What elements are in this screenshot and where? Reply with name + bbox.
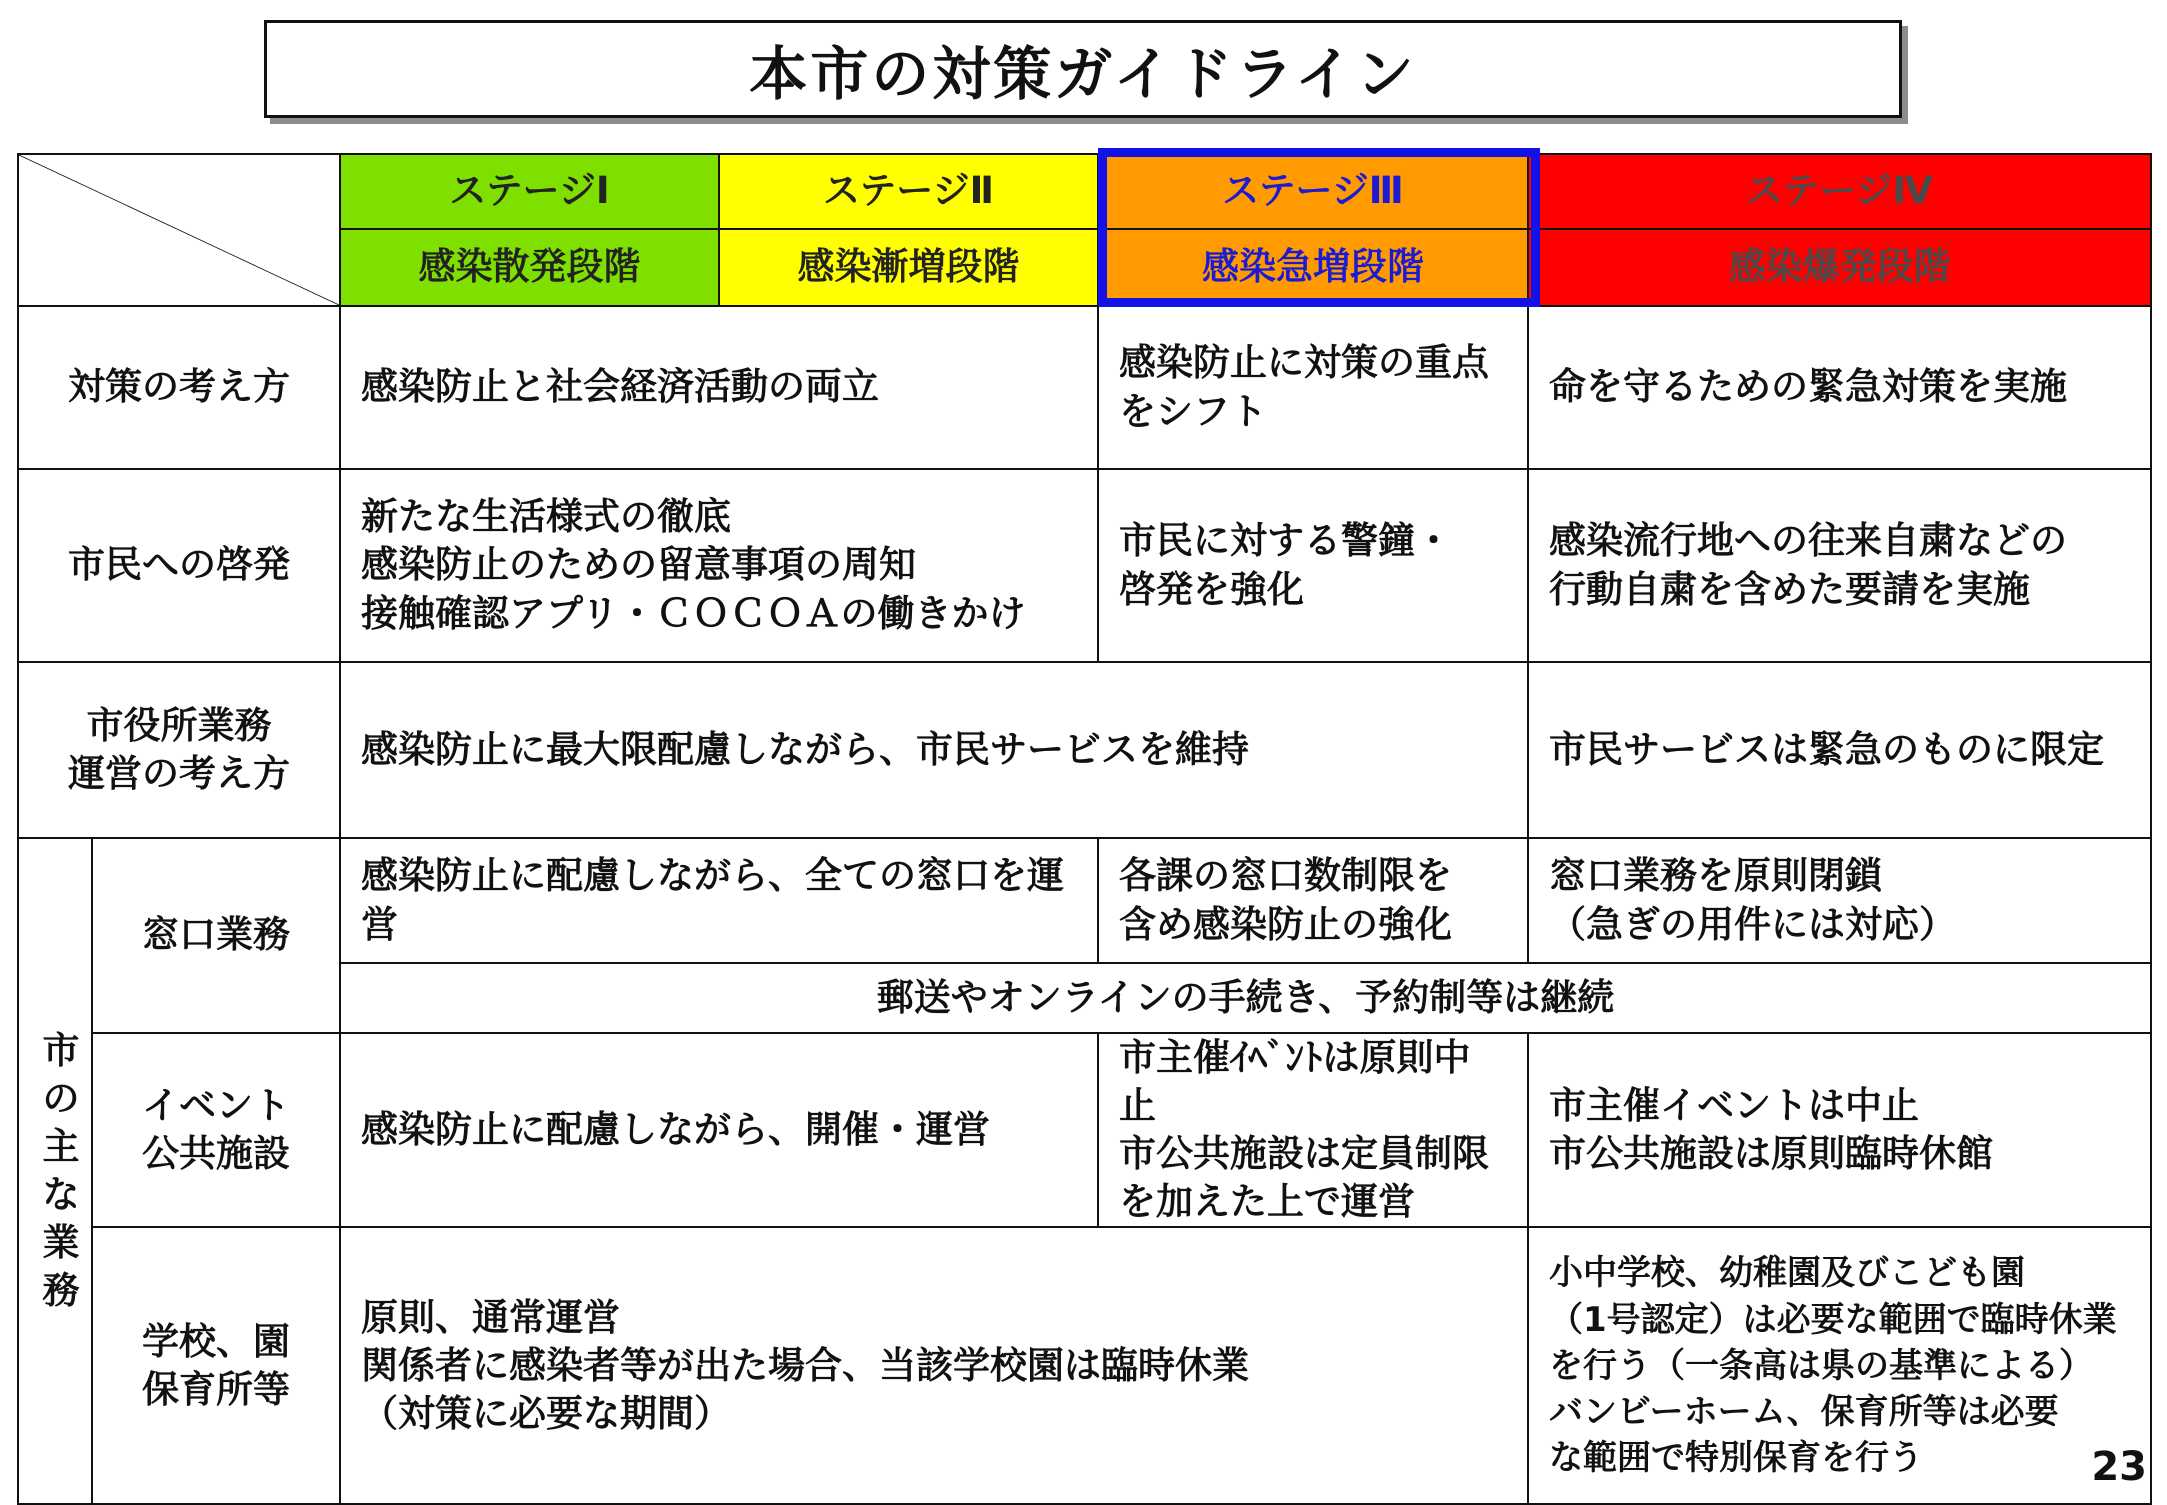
schools-line: を行う（一条高は県の基準による） [1549, 1345, 2093, 1386]
schools-line: 小中学校、幼稚園及びこども園 [1549, 1253, 2025, 1294]
schools-line: （対策に必要な期間） [361, 1391, 731, 1435]
page-number: 23 [2091, 1444, 2147, 1490]
policy-row-head: 対策の考え方 [18, 306, 340, 469]
schools-line: な範囲で特別保育を行う [1549, 1438, 1923, 1479]
awareness-row-head: 市民への啓発 [18, 469, 340, 662]
stage-4-phase: 感染爆発段階 [1528, 229, 2151, 306]
page-title: 本市の対策ガイドライン [264, 20, 1902, 118]
schools-stage-4 [1528, 1227, 2151, 1504]
guideline-table [17, 153, 2152, 1505]
counter-stage-3 [1098, 838, 1528, 963]
counter-all-stages: 郵送やオンラインの手続き、予約制等は継続 [340, 963, 2151, 1033]
events-line: 市主催ｲﾍﾞﾝﾄは原則中止 [1119, 1036, 1471, 1128]
awareness-line: 新たな生活様式の徹底 [361, 495, 731, 539]
awareness-stage-1-2 [340, 469, 1098, 662]
awareness-line: 啓発を強化 [1119, 567, 1304, 611]
corner-cell [18, 154, 340, 306]
counter-stage-1-2: 感染防止に配慮しながら、全ての窓口を運営 [340, 838, 1098, 963]
schools-row-head [92, 1227, 340, 1504]
main-tasks-vertical-text: 市の主な業務 [42, 1028, 80, 1313]
awareness-stage-3 [1098, 469, 1528, 662]
events-head-line: イベント [142, 1084, 290, 1128]
events-head-line: 公共施設 [142, 1132, 290, 1176]
schools-head-line: 保育所等 [142, 1367, 290, 1411]
stage-4-label: ステージⅣ [1528, 154, 2151, 229]
stage-2-phase: 感染漸増段階 [719, 229, 1098, 306]
schools-stage-1-3 [340, 1227, 1528, 1504]
events-stage-3 [1098, 1033, 1528, 1227]
counter-stage-4 [1528, 838, 2151, 963]
awareness-line: 行動自粛を含めた要請を実施 [1549, 567, 2030, 611]
awareness-stage-4 [1528, 469, 2151, 662]
counter-line: 各課の窓口数制限を [1119, 854, 1452, 898]
city-hall-row-head [18, 662, 340, 838]
counter-row-head: 窓口業務 [92, 838, 340, 1033]
city-hall-head-line: 市役所業務 [86, 703, 272, 747]
awareness-line: 市民に対する警鐘・ [1119, 519, 1452, 563]
policy-stage-3: 感染防止に対策の重点をシフト [1098, 306, 1528, 469]
events-stage-1-2: 感染防止に配慮しながら、開催・運営 [340, 1033, 1098, 1227]
stage-1-label: ステージⅠ [340, 154, 719, 229]
stage-3-label: ステージⅢ [1098, 154, 1528, 229]
schools-line: バンビーホーム、保育所等は必要 [1549, 1391, 2059, 1432]
awareness-line: 感染流行地への往来自粛などの [1549, 519, 2067, 563]
events-line: 市主催イベントは中止 [1549, 1084, 1919, 1128]
policy-stage-1-2: 感染防止と社会経済活動の両立 [340, 306, 1098, 469]
counter-line: （急ぎの用件には対応） [1549, 902, 1956, 946]
schools-head-line: 学校、園 [142, 1319, 290, 1363]
schools-line: （1号認定）は必要な範囲で臨時休業 [1549, 1299, 2117, 1340]
policy-stage-4: 命を守るための緊急対策を実施 [1528, 306, 2151, 469]
events-line: 市公共施設は定員制限 [1119, 1132, 1489, 1176]
counter-line: 窓口業務を原則閉鎖 [1549, 854, 1882, 898]
awareness-line: 接触確認アプリ・ＣＯＣＯＡの働きかけ [361, 591, 1026, 635]
city-hall-stage-1-3: 感染防止に最大限配慮しながら、市民サービスを維持 [340, 662, 1528, 838]
awareness-line: 感染防止のための留意事項の周知 [361, 543, 916, 587]
events-line: を加えた上で運営 [1119, 1180, 1415, 1224]
stage-3-phase: 感染急増段階 [1098, 229, 1528, 306]
schools-line: 原則、通常運営 [361, 1295, 620, 1339]
schools-line: 関係者に感染者等が出た場合、当該学校園は臨時休業 [361, 1343, 1249, 1387]
events-row-head [92, 1033, 340, 1227]
city-hall-stage-4: 市民サービスは緊急のものに限定 [1528, 662, 2151, 838]
diagonal-line [19, 155, 339, 305]
events-line: 市公共施設は原則臨時休館 [1549, 1132, 1993, 1176]
main-tasks-group-label [18, 838, 92, 1504]
stage-1-phase: 感染散発段階 [340, 229, 719, 306]
counter-line: 含め感染防止の強化 [1119, 902, 1452, 946]
city-hall-head-line: 運営の考え方 [68, 752, 290, 795]
events-stage-4 [1528, 1033, 2151, 1227]
stage-2-label: ステージⅡ [719, 154, 1098, 229]
